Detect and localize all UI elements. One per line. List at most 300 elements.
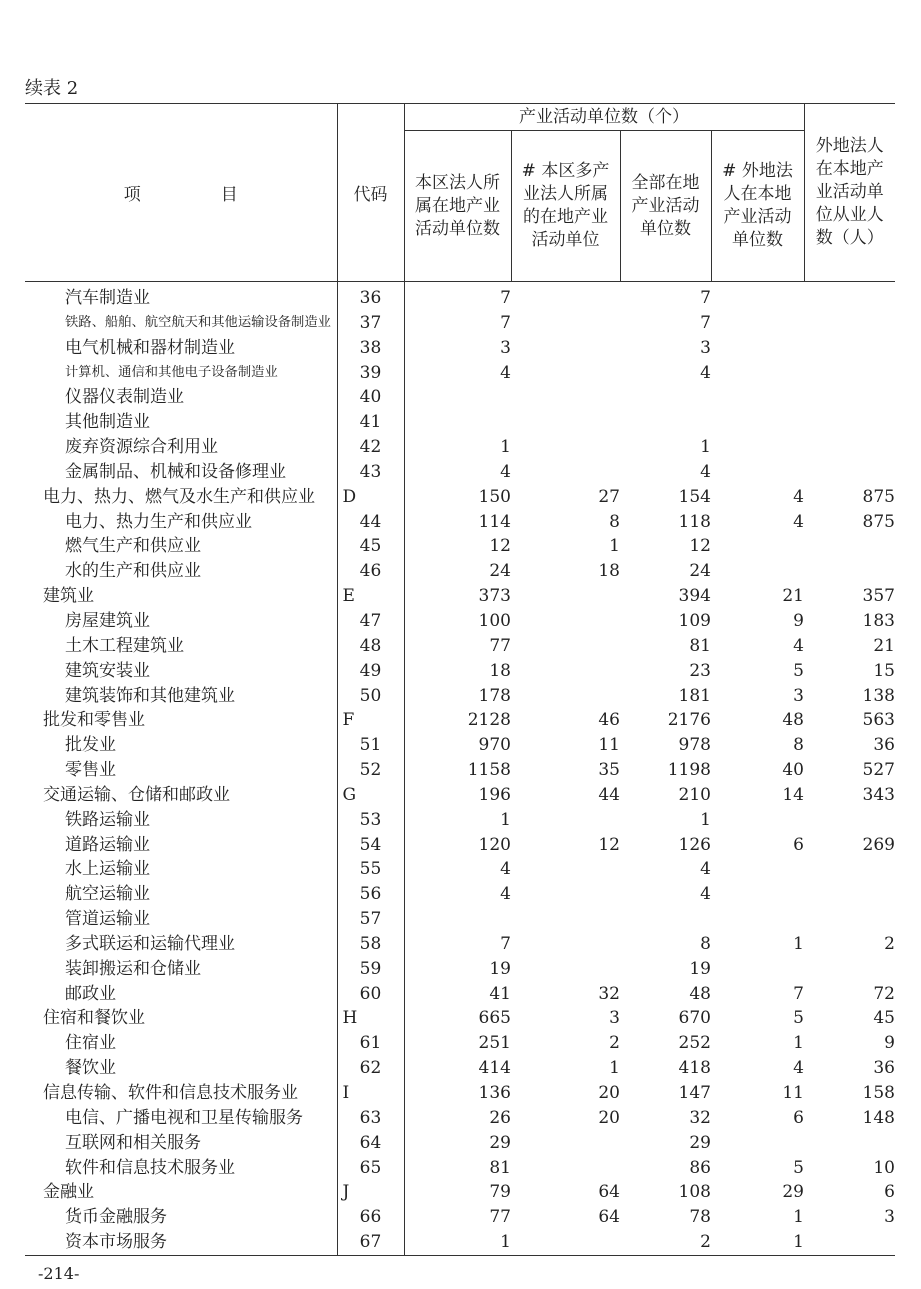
table-row: [25, 957, 895, 982]
row-outside-employees: 45: [873, 1008, 895, 1029]
row-all-local-units: 154: [678, 486, 711, 507]
row-item: 邮政业: [25, 982, 337, 1007]
row-local-legal-units: 2128: [467, 710, 511, 731]
header-item-char-1: 项: [123, 185, 141, 205]
row-outside-legal-units: [711, 907, 804, 932]
row-outside-legal-units: [711, 282, 804, 311]
row-multi-industry-units: 64: [598, 1182, 620, 1203]
row-all-local-units: 252: [678, 1033, 711, 1054]
row-outside-employees: [804, 311, 895, 336]
row-local-legal-units: 251: [478, 1033, 511, 1054]
row-item: 水的生产和供应业: [25, 559, 337, 584]
row-outside-legal-units: 11: [782, 1083, 804, 1103]
row-outside-legal-units: 1: [793, 1207, 804, 1228]
row-item: 电信、广播电视和卫星传输服务: [25, 1106, 337, 1131]
row-code: 67: [337, 1230, 404, 1255]
table-row: [25, 833, 895, 858]
row-local-legal-units: 4: [500, 461, 511, 482]
row-multi-industry-units: [511, 932, 620, 957]
row-item: 资本市场服务: [25, 1230, 337, 1255]
row-outside-legal-units: 9: [793, 610, 804, 631]
table-row: [25, 559, 895, 584]
row-all-local-units: [620, 385, 711, 410]
row-outside-legal-units: [711, 361, 804, 386]
row-all-local-units: 78: [689, 1207, 711, 1228]
row-outside-employees: 357: [862, 586, 895, 607]
row-code: 51: [337, 733, 404, 758]
row-multi-industry-units: [511, 584, 620, 609]
row-multi-industry-units: [511, 808, 620, 833]
row-outside-legal-units: [711, 957, 804, 982]
row-outside-legal-units: 21: [782, 586, 804, 607]
row-all-local-units: 24: [689, 561, 711, 582]
row-outside-employees: 72: [873, 983, 895, 1004]
row-item: 交通运输、仓储和邮政业: [25, 783, 337, 808]
row-outside-legal-units: 4: [793, 511, 804, 532]
row-local-legal-units: 19: [489, 958, 511, 979]
row-local-legal-units: 7: [500, 288, 511, 308]
row-outside-employees: [804, 882, 895, 907]
row-local-legal-units: 77: [489, 635, 511, 656]
row-all-local-units: 3: [700, 337, 711, 358]
row-multi-industry-units: 12: [598, 834, 620, 855]
row-local-legal-units: 77: [489, 1207, 511, 1228]
row-outside-legal-units: 4: [793, 1058, 804, 1079]
row-outside-employees: [804, 1230, 895, 1255]
row-multi-industry-units: [511, 435, 620, 460]
table-row: [25, 634, 895, 659]
table-row: [25, 1031, 895, 1056]
row-outside-legal-units: 5: [793, 1157, 804, 1178]
row-code: 43: [337, 460, 404, 485]
header-multi-industry-units: # 本区多产业法人所属的在地产业活动单位: [511, 131, 620, 282]
row-outside-employees: 158: [862, 1083, 895, 1103]
row-outside-employees: 875: [862, 486, 895, 507]
row-all-local-units: 118: [678, 511, 711, 532]
header-unit-count-group: 产业活动单位数（个）: [404, 104, 804, 131]
row-local-legal-units: 114: [478, 511, 511, 532]
row-outside-legal-units: [711, 808, 804, 833]
row-local-legal-units: 196: [478, 784, 511, 805]
row-all-local-units: 4: [700, 461, 711, 482]
row-multi-industry-units: 64: [598, 1207, 620, 1228]
row-code: 41: [337, 410, 404, 435]
row-all-local-units: 8: [700, 933, 711, 954]
row-outside-employees: 269: [862, 834, 895, 855]
row-local-legal-units: 18: [489, 660, 511, 681]
header-all-local-units: 全部在地产业活动单位数: [620, 131, 711, 282]
row-outside-legal-units: 4: [793, 486, 804, 507]
table-row: [25, 982, 895, 1007]
row-local-legal-units: 1: [500, 437, 511, 458]
row-item: 建筑装饰和其他建筑业: [25, 684, 337, 709]
row-item: 房屋建筑业: [25, 609, 337, 634]
row-local-legal-units: 29: [489, 1132, 511, 1153]
row-item: 其他制造业: [25, 410, 337, 435]
row-item: 汽车制造业: [25, 282, 337, 311]
row-code: I: [337, 1081, 404, 1106]
row-all-local-units: 12: [689, 536, 711, 557]
row-all-local-units: 109: [678, 610, 711, 631]
row-outside-employees: [804, 808, 895, 833]
row-code: 37: [337, 311, 404, 336]
table-row: [25, 336, 895, 361]
row-local-legal-units: 120: [478, 834, 511, 855]
row-multi-industry-units: 35: [598, 760, 620, 781]
row-code: 39: [337, 361, 404, 386]
row-outside-employees: [804, 907, 895, 932]
row-outside-legal-units: 1: [793, 1033, 804, 1054]
row-all-local-units: 1: [700, 809, 711, 830]
row-code: 53: [337, 808, 404, 833]
row-code: F: [337, 708, 404, 733]
row-local-legal-units: [404, 410, 511, 435]
row-local-legal-units: 373: [478, 586, 511, 607]
row-outside-employees: [804, 385, 895, 410]
row-item: 批发和零售业: [25, 708, 337, 733]
row-item: 餐饮业: [25, 1056, 337, 1081]
row-outside-employees: 2: [884, 933, 895, 954]
row-outside-employees: 148: [862, 1107, 895, 1128]
row-item: 互联网和相关服务: [25, 1131, 337, 1156]
row-all-local-units: 181: [678, 685, 711, 706]
row-outside-legal-units: 1: [711, 1230, 804, 1255]
row-outside-legal-units: 1: [793, 933, 804, 954]
row-outside-employees: 875: [862, 511, 895, 532]
row-multi-industry-units: 1: [609, 536, 620, 557]
table-row: [25, 1180, 895, 1205]
row-all-local-units: 2: [620, 1230, 711, 1255]
row-code: J: [337, 1180, 404, 1205]
row-outside-employees: 138: [862, 685, 895, 706]
row-local-legal-units: 4: [500, 884, 511, 905]
row-all-local-units: 670: [678, 1008, 711, 1029]
row-outside-employees: [804, 282, 895, 311]
row-all-local-units: 86: [689, 1157, 711, 1178]
row-outside-employees: 10: [873, 1157, 895, 1178]
row-outside-employees: 36: [873, 1058, 895, 1079]
table-row: [25, 1131, 895, 1156]
row-outside-employees: 3: [884, 1207, 895, 1228]
row-code: E: [337, 584, 404, 609]
row-outside-employees: [804, 435, 895, 460]
row-all-local-units: [620, 410, 711, 435]
row-code: 64: [337, 1131, 404, 1156]
table-row: [25, 808, 895, 833]
table-row: [25, 460, 895, 485]
row-multi-industry-units: [511, 957, 620, 982]
header-item: [25, 104, 337, 282]
row-item: 电力、热力、燃气及水生产和供应业: [25, 485, 337, 510]
row-outside-employees: [804, 336, 895, 361]
row-outside-legal-units: [711, 460, 804, 485]
row-item: 装卸搬运和仓储业: [25, 957, 337, 982]
row-item: 住宿业: [25, 1031, 337, 1056]
row-all-local-units: 29: [689, 1132, 711, 1153]
row-item: 建筑业: [25, 584, 337, 609]
row-code: 62: [337, 1056, 404, 1081]
table-header: [25, 104, 895, 282]
row-local-legal-units: 3: [500, 337, 511, 358]
row-local-legal-units: 414: [478, 1058, 511, 1079]
table-row: [25, 410, 895, 435]
row-code: 47: [337, 609, 404, 634]
row-code: 59: [337, 957, 404, 982]
row-outside-legal-units: [711, 882, 804, 907]
row-item: 废弃资源综合利用业: [25, 435, 337, 460]
row-outside-legal-units: 6: [793, 1107, 804, 1128]
row-local-legal-units: 7: [500, 933, 511, 954]
row-all-local-units: 81: [689, 635, 711, 656]
table-row: [25, 1156, 895, 1181]
row-code: 40: [337, 385, 404, 410]
row-outside-legal-units: [711, 559, 804, 584]
row-outside-employees: [804, 460, 895, 485]
table-row: [25, 758, 895, 783]
row-outside-legal-units: 40: [782, 760, 804, 781]
table-row: [25, 385, 895, 410]
row-outside-employees: [804, 534, 895, 559]
table-row: [25, 659, 895, 684]
table-row: [25, 1056, 895, 1081]
table-row: [25, 708, 895, 733]
table-row: [25, 584, 895, 609]
row-code: 50: [337, 684, 404, 709]
table-row: [25, 282, 895, 311]
row-code: D: [337, 485, 404, 510]
row-multi-industry-units: [511, 634, 620, 659]
row-outside-legal-units: 4: [793, 635, 804, 656]
row-multi-industry-units: [511, 336, 620, 361]
row-outside-legal-units: [711, 857, 804, 882]
row-outside-legal-units: 29: [782, 1182, 804, 1203]
row-code: 65: [337, 1156, 404, 1181]
row-local-legal-units: 4: [500, 859, 511, 880]
row-multi-industry-units: 11: [598, 735, 620, 756]
row-multi-industry-units: [511, 361, 620, 386]
row-item: 金属制品、机械和设备修理业: [25, 460, 337, 485]
row-outside-employees: [804, 361, 895, 386]
row-outside-legal-units: [711, 435, 804, 460]
row-local-legal-units: 7: [500, 312, 511, 333]
row-item: 建筑安装业: [25, 659, 337, 684]
header-item-char-2: 目: [220, 185, 238, 205]
row-item: 软件和信息技术服务业: [25, 1156, 337, 1181]
row-multi-industry-units: 3: [609, 1008, 620, 1029]
row-outside-employees: 6: [884, 1182, 895, 1203]
row-code: 52: [337, 758, 404, 783]
row-outside-legal-units: [711, 311, 804, 336]
table-row: [25, 1106, 895, 1131]
row-local-legal-units: 136: [478, 1083, 511, 1103]
row-item: 多式联运和运输代理业: [25, 932, 337, 957]
row-code: 66: [337, 1205, 404, 1230]
row-local-legal-units: 26: [489, 1107, 511, 1128]
table-row: [25, 857, 895, 882]
row-outside-legal-units: [711, 534, 804, 559]
row-local-legal-units: 4: [500, 362, 511, 383]
row-item: 零售业: [25, 758, 337, 783]
row-multi-industry-units: 1: [609, 1058, 620, 1079]
row-multi-industry-units: 8: [609, 511, 620, 532]
row-multi-industry-units: [511, 1230, 620, 1255]
row-item: 计算机、通信和其他电子设备制造业: [25, 361, 337, 386]
row-all-local-units: 4: [700, 884, 711, 905]
row-all-local-units: 19: [689, 958, 711, 979]
row-code: 56: [337, 882, 404, 907]
row-all-local-units: 4: [700, 859, 711, 880]
row-code: 44: [337, 510, 404, 535]
row-multi-industry-units: [511, 1156, 620, 1181]
row-multi-industry-units: 44: [598, 784, 620, 805]
table-row: [25, 1205, 895, 1230]
table-row: [25, 733, 895, 758]
row-code: 48: [337, 634, 404, 659]
row-outside-employees: 183: [862, 610, 895, 631]
row-multi-industry-units: 27: [598, 486, 620, 507]
row-outside-legal-units: 6: [793, 834, 804, 855]
row-local-legal-units: 1158: [467, 760, 511, 781]
row-outside-employees: 527: [862, 760, 895, 781]
row-code: 61: [337, 1031, 404, 1056]
row-multi-industry-units: 46: [598, 710, 620, 731]
table-row: [25, 361, 895, 386]
row-code: 55: [337, 857, 404, 882]
row-item: 电气机械和器材制造业: [25, 336, 337, 361]
table-row: [25, 510, 895, 535]
row-local-legal-units: 178: [478, 685, 511, 706]
row-all-local-units: 1198: [667, 760, 711, 781]
row-item: 铁路运输业: [25, 808, 337, 833]
row-code: 54: [337, 833, 404, 858]
table-row: [25, 783, 895, 808]
row-outside-legal-units: [711, 1131, 804, 1156]
row-item: 信息传输、软件和信息技术服务业: [25, 1081, 337, 1106]
row-code: 63: [337, 1106, 404, 1131]
row-code: 58: [337, 932, 404, 957]
row-outside-legal-units: 14: [782, 784, 804, 805]
statistics-table: [25, 103, 895, 1256]
table-row: [25, 435, 895, 460]
row-outside-employees: [804, 410, 895, 435]
row-code: G: [337, 783, 404, 808]
table-row: [25, 907, 895, 932]
header-code: 代码: [337, 104, 404, 282]
row-all-local-units: 2176: [667, 710, 711, 731]
header-outside-legal-units: # 外地法人在本地产业活动单位数: [711, 131, 804, 282]
row-local-legal-units: 1: [500, 809, 511, 830]
row-all-local-units: 126: [678, 834, 711, 855]
row-local-legal-units: [404, 907, 511, 932]
row-item: 管道运输业: [25, 907, 337, 932]
row-outside-employees: 343: [862, 784, 895, 805]
row-all-local-units: 108: [678, 1182, 711, 1203]
row-multi-industry-units: [511, 609, 620, 634]
row-item: 货币金融服务: [25, 1205, 337, 1230]
table-row: [25, 609, 895, 634]
table-row: [25, 932, 895, 957]
row-multi-industry-units: 20: [598, 1107, 620, 1128]
row-multi-industry-units: [511, 410, 620, 435]
row-local-legal-units: 81: [489, 1157, 511, 1178]
row-local-legal-units: 41: [489, 983, 511, 1004]
row-outside-employees: [804, 857, 895, 882]
row-local-legal-units: 24: [489, 561, 511, 582]
row-item: 电力、热力生产和供应业: [25, 510, 337, 535]
row-outside-legal-units: 5: [793, 1008, 804, 1029]
row-item: 燃气生产和供应业: [25, 534, 337, 559]
row-outside-employees: 36: [873, 735, 895, 756]
row-multi-industry-units: [511, 460, 620, 485]
row-outside-legal-units: 8: [793, 735, 804, 756]
row-multi-industry-units: [511, 907, 620, 932]
row-outside-legal-units: 5: [793, 660, 804, 681]
row-multi-industry-units: [511, 684, 620, 709]
table-row: [25, 534, 895, 559]
row-local-legal-units: 970: [478, 735, 511, 756]
row-outside-employees: 15: [873, 660, 895, 681]
row-multi-industry-units: [511, 311, 620, 336]
row-local-legal-units: 79: [489, 1182, 511, 1203]
row-all-local-units: [620, 907, 711, 932]
row-multi-industry-units: 20: [598, 1083, 620, 1103]
row-item: 仪器仪表制造业: [25, 385, 337, 410]
table-row: [25, 485, 895, 510]
row-multi-industry-units: 18: [598, 561, 620, 582]
row-multi-industry-units: 32: [598, 983, 620, 1004]
row-all-local-units: 7: [700, 288, 711, 308]
row-all-local-units: 394: [678, 586, 711, 607]
row-multi-industry-units: [511, 385, 620, 410]
row-all-local-units: 7: [700, 312, 711, 333]
row-code: H: [337, 1006, 404, 1031]
row-outside-employees: 9: [884, 1033, 895, 1054]
row-code: 36: [337, 282, 404, 311]
row-item: 水上运输业: [25, 857, 337, 882]
row-code: 46: [337, 559, 404, 584]
row-outside-legal-units: [711, 385, 804, 410]
row-outside-employees: [804, 1131, 895, 1156]
row-code: 45: [337, 534, 404, 559]
row-code: 49: [337, 659, 404, 684]
row-all-local-units: 23: [689, 660, 711, 681]
page-number: -214-: [38, 1264, 80, 1283]
row-outside-employees: [804, 559, 895, 584]
header-local-legal-units: 本区法人所属在地产业活动单位数: [404, 131, 511, 282]
row-multi-industry-units: [511, 857, 620, 882]
row-all-local-units: 32: [689, 1107, 711, 1128]
row-all-local-units: 1: [700, 437, 711, 458]
row-code: 38: [337, 336, 404, 361]
row-outside-legal-units: [711, 410, 804, 435]
row-item: 金融业: [25, 1180, 337, 1205]
row-local-legal-units: 12: [489, 536, 511, 557]
row-outside-legal-units: 48: [782, 710, 804, 731]
row-multi-industry-units: 2: [609, 1033, 620, 1054]
row-item: 土木工程建筑业: [25, 634, 337, 659]
table-caption: 续表 2: [25, 78, 79, 99]
row-local-legal-units: 1: [404, 1230, 511, 1255]
row-code: 60: [337, 982, 404, 1007]
row-multi-industry-units: [511, 1131, 620, 1156]
header-outside-employees: 外地法人在本地产业活动单位从业人数（人）: [804, 104, 895, 282]
row-all-local-units: 147: [678, 1083, 711, 1103]
row-all-local-units: 4: [700, 362, 711, 383]
row-outside-legal-units: 3: [793, 685, 804, 706]
table-row: [25, 311, 895, 336]
row-outside-employees: 563: [862, 710, 895, 731]
row-outside-legal-units: 7: [793, 983, 804, 1004]
